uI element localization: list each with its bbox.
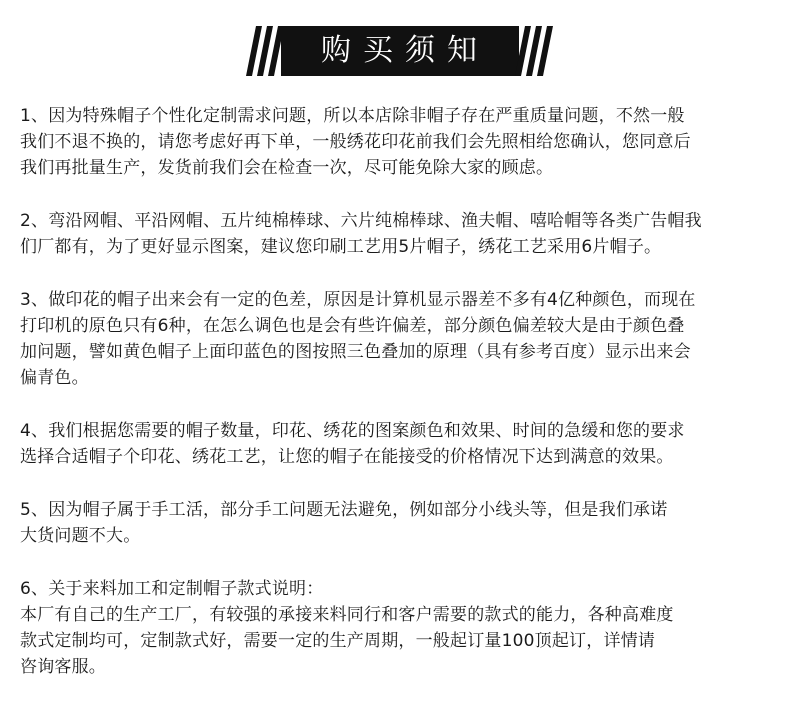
- text-line: 咨询客服。: [20, 657, 106, 677]
- text-line: 打印机的原色只有6种，在怎么调色也是会有些许偏差，部分颜色偏差较大是由于颜色叠: [20, 316, 685, 336]
- notice-item-6: [20, 576, 792, 680]
- notice-item-5: [20, 497, 792, 549]
- text-line: 5、因为帽子属于手工活，部分手工问题无法避免，例如部分小线头等，但是我们承诺: [20, 500, 668, 520]
- left-stripes-decoration: [246, 26, 286, 76]
- text-line: 6、关于来料加工和定制帽子款式说明：: [20, 579, 324, 599]
- notice-content: [20, 103, 792, 707]
- text-line: 2、弯沿网帽、平沿网帽、五片纯棉棒球、六片纯棉棒球、渔夫帽、嘻哈帽等各类广告帽我: [20, 211, 702, 231]
- notice-item-3: [20, 287, 792, 391]
- text-line: 款式定制均可，定制款式好，需要一定的生产周期，一般起订量100顶起订，详情请: [20, 631, 656, 651]
- text-line: 3、做印花的帽子出来会有一定的色差，原因是计算机显示器差不多有4亿种颜色，而现在: [20, 290, 696, 310]
- text-line: 1、因为特殊帽子个性化定制需求问题，所以本店除非帽子存在严重质量问题，不然一般: [20, 106, 685, 126]
- text-line: 我们再批量生产，发货前我们会在检查一次，尽可能免除大家的顾虑。: [20, 158, 554, 178]
- right-stripes-decoration: [515, 26, 555, 76]
- text-line: 加问题，譬如黄色帽子上面印蓝色的图按照三色叠加的原理（具有参考百度）显示出来会: [20, 342, 691, 362]
- text-line: 们厂都有，为了更好显示图案，建议您印刷工艺用5片帽子，绣花工艺采用6片帽子。: [20, 237, 662, 257]
- text-line: 大货问题不大。: [20, 526, 141, 546]
- notice-item-1: [20, 103, 792, 181]
- header-banner: [0, 26, 800, 76]
- page-title: 购买须知: [281, 26, 519, 76]
- text-line: 4、我们根据您需要的帽子数量，印花、绣花的图案颜色和效果、时间的急缓和您的要求: [20, 421, 685, 441]
- notice-item-2: [20, 208, 792, 260]
- notice-item-4: [20, 418, 792, 470]
- text-line: 本厂有自己的生产工厂，有较强的承接来料同行和客户需要的款式的能力，各种高难度: [20, 605, 674, 625]
- text-line: 我们不退不换的，请您考虑好再下单，一般绣花印花前我们会先照相给您确认，您同意后: [20, 132, 691, 152]
- text-line: 选择合适帽子个印花、绣花工艺，让您的帽子在能接受的价格情况下达到满意的效果。: [20, 447, 674, 467]
- text-line: 偏青色。: [20, 368, 89, 388]
